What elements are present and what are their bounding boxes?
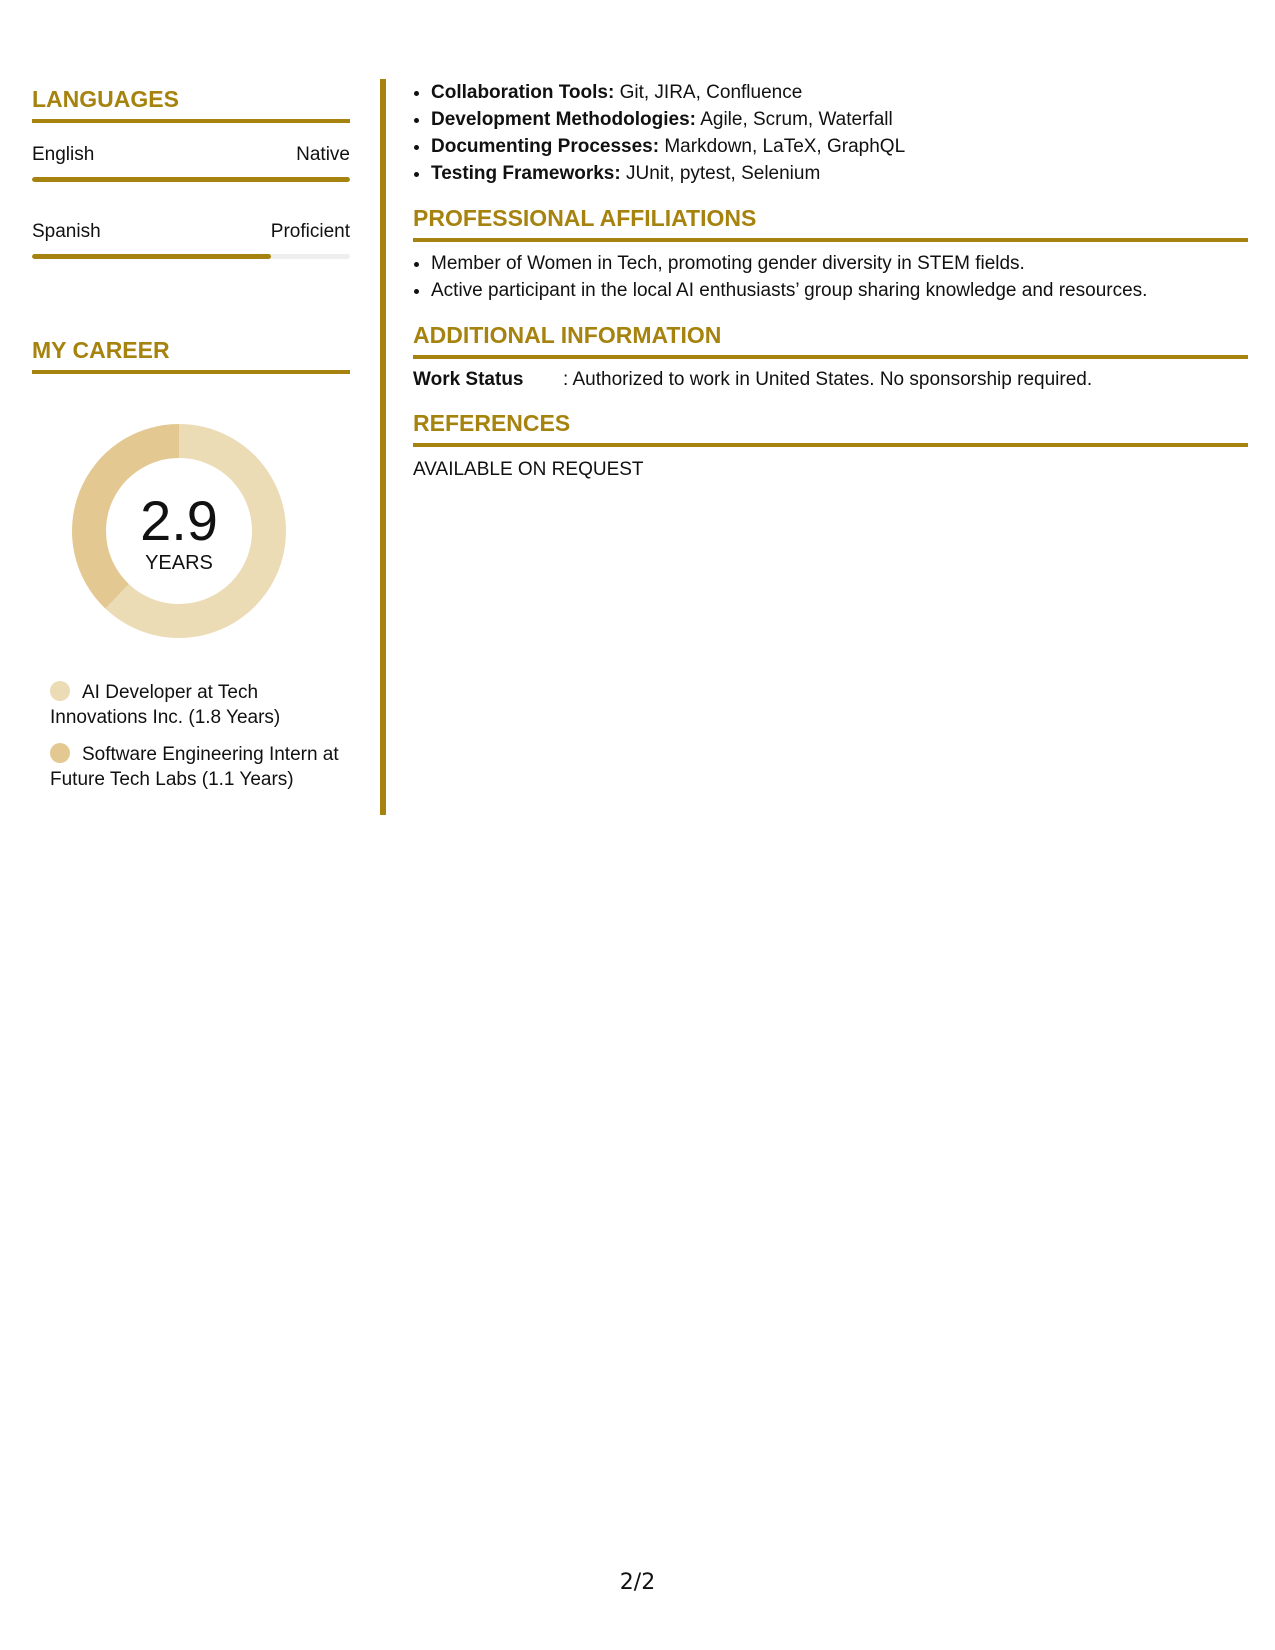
page-number: 2/2 — [619, 1570, 656, 1595]
affiliations-list — [413, 250, 1248, 304]
work-status-value: : Authorized to work in United States. No sponsorship required. — [563, 369, 1093, 390]
languages-title: LANGUAGES — [32, 86, 179, 112]
language-bar-fill — [32, 177, 350, 182]
main-content — [413, 79, 1248, 481]
skill-label: Testing Frameworks: — [431, 163, 621, 184]
career-total-years: 2.9 — [140, 489, 218, 552]
references-text: AVAILABLE ON REQUEST — [413, 458, 644, 480]
list-item: • Member of Women in Tech, promoting gender diversity in STEM fields. — [431, 250, 1248, 277]
sidebar — [32, 88, 350, 804]
affiliations-section — [413, 207, 1248, 304]
section-rule — [413, 443, 1248, 447]
language-name: English — [32, 144, 95, 165]
language-english — [32, 145, 350, 182]
section-rule — [413, 355, 1248, 359]
legend-label: AI Developer at Tech Innovations Inc. (1.8 Years) — [50, 682, 281, 728]
legend-swatch — [50, 681, 70, 701]
language-name: Spanish — [32, 221, 101, 242]
language-bar — [32, 254, 350, 259]
skill-value: Git, JIRA, Confluence — [614, 82, 803, 103]
skill-value: JUnit, pytest, Selenium — [620, 163, 821, 184]
skills-list — [413, 79, 1248, 187]
skill-label: Documenting Processes: — [431, 136, 660, 157]
language-bar-fill — [32, 254, 271, 259]
work-status-key: Work Status — [413, 369, 524, 390]
list-item — [431, 133, 1248, 160]
legend-item — [50, 680, 340, 730]
legend-item — [50, 742, 340, 792]
column-divider — [380, 79, 386, 815]
language-bar — [32, 177, 350, 182]
references-title: REFERENCES — [413, 409, 571, 436]
work-status-row — [413, 369, 1248, 392]
skill-label: Collaboration Tools: — [431, 82, 615, 103]
skill-label: Development Methodologies: — [431, 109, 696, 130]
additional-title: ADDITIONAL INFORMATION — [413, 322, 722, 348]
section-rule — [32, 119, 350, 123]
affiliations-title: PROFESSIONAL AFFILIATIONS — [413, 205, 757, 231]
list-item — [431, 106, 1248, 133]
list-item: • Active participant in the local AI enthusiasts’ group sharing knowledge and resources. — [431, 277, 1248, 304]
additional-section — [413, 324, 1248, 392]
references-section — [413, 409, 1248, 481]
career-donut-chart — [66, 418, 292, 644]
language-spanish — [32, 222, 350, 259]
list-item — [431, 79, 1248, 106]
legend-label: Software Engineering Intern at Future Tech Labs (1.1 Years) — [50, 744, 339, 790]
career-total-unit: YEARS — [145, 552, 213, 574]
section-rule — [32, 370, 350, 374]
list-item — [431, 160, 1248, 187]
language-level: Proficient — [270, 221, 350, 242]
legend-swatch — [50, 743, 70, 763]
career-title: MY CAREER — [32, 337, 170, 363]
language-level: Native — [296, 144, 350, 165]
skill-value: Markdown, LaTeX, GraphQL — [659, 136, 906, 157]
section-rule — [413, 238, 1248, 242]
donut-center — [66, 418, 292, 644]
skill-value: Agile, Scrum, Waterfall — [695, 109, 893, 130]
career-section — [32, 339, 350, 792]
career-legend — [50, 680, 340, 792]
